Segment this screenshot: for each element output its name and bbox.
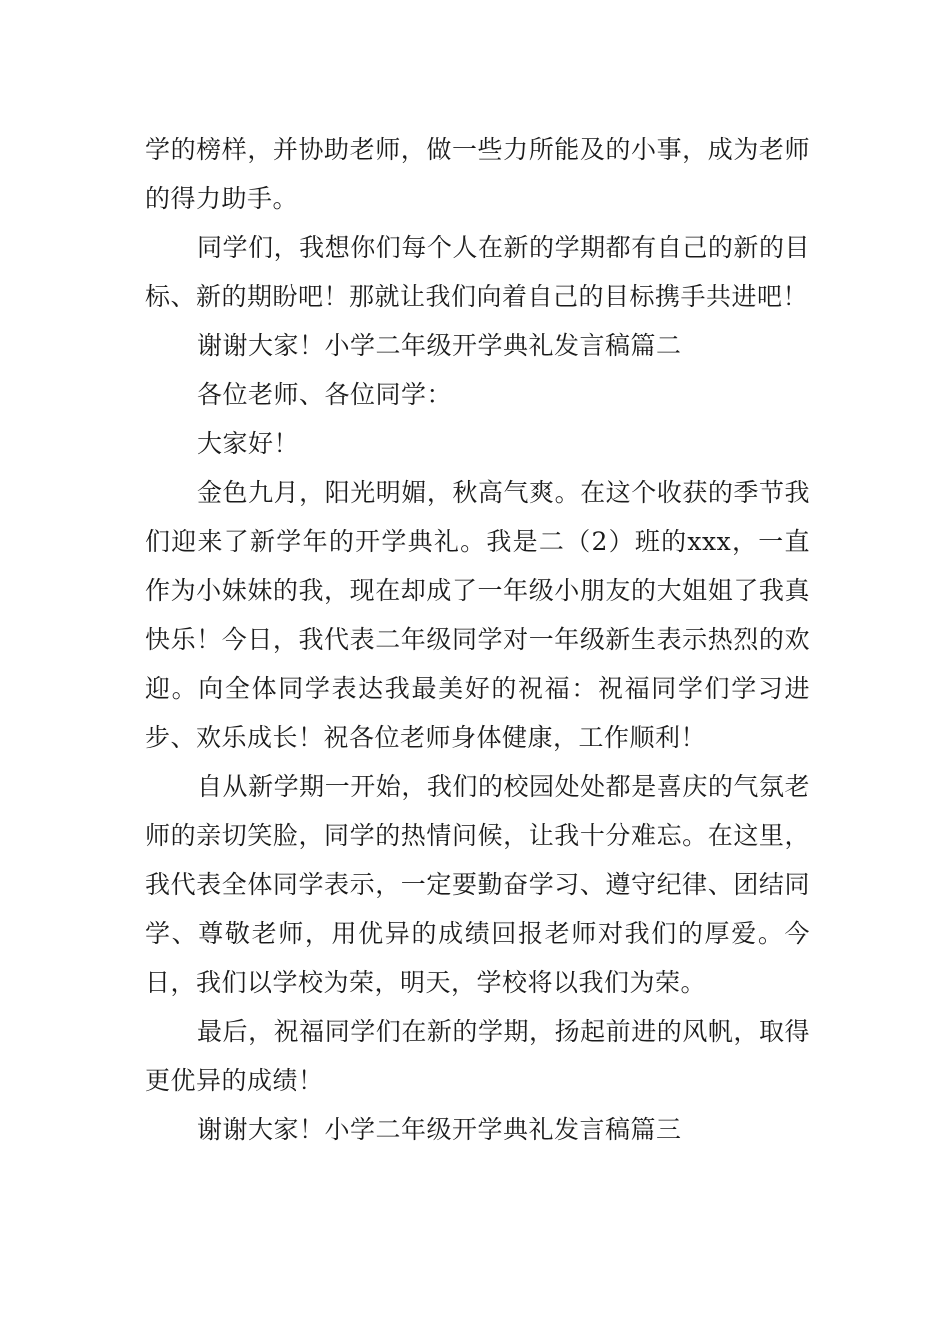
paragraph-body: 自从新学期一开始，我们的校园处处都是喜庆的气氛老师的亲切笑脸，同学的热情问候，让我十分难忘。在这里，我代表全体同学表示，一定要勤奋学习、遵守纪律、团结同学、尊敬老师，用优异的成绩回报老师对我们的厚爱。今日，我们以学校为荣，明天，学校将以我们为荣。 <box>145 772 810 997</box>
greeting: 大家好！ <box>197 429 300 458</box>
section-heading-2: 谢谢大家！小学二年级开学典礼发言稿篇二 <box>197 331 682 360</box>
paragraph-opening: 金色九月，阳光明媚，秋高气爽。在这个收获的季节我们迎来了新学年的开学典礼。我是二（2）班的xxx，一直作为小妹妹的我，现在却成了一年级小朋友的大姐姐了我真快乐！今日，我代表二年级同学对一年级新生表示热烈的欢迎。向全体同学表达我最美好的祝福：祝福同学们学习进步、欢乐成长！祝各位老师身体健康，工作顺利！ <box>145 478 810 752</box>
paragraph-1: 学的榜样，并协助老师，做一些力所能及的小事，成为老师的得力助手。 <box>145 135 810 213</box>
salutation: 各位老师、各位同学： <box>197 380 453 409</box>
paragraph-closing: 最后，祝福同学们在新的学期，扬起前进的风帆，取得更优异的成绩！ <box>145 1017 810 1095</box>
paragraph-2: 同学们，我想你们每个人在新的学期都有自己的新的目标、新的期盼吧！那就让我们向着自己的目标携手共进吧！ <box>145 233 810 311</box>
document-body <box>145 125 810 1154</box>
section-heading-3: 谢谢大家！小学二年级开学典礼发言稿篇三 <box>197 1115 682 1144</box>
